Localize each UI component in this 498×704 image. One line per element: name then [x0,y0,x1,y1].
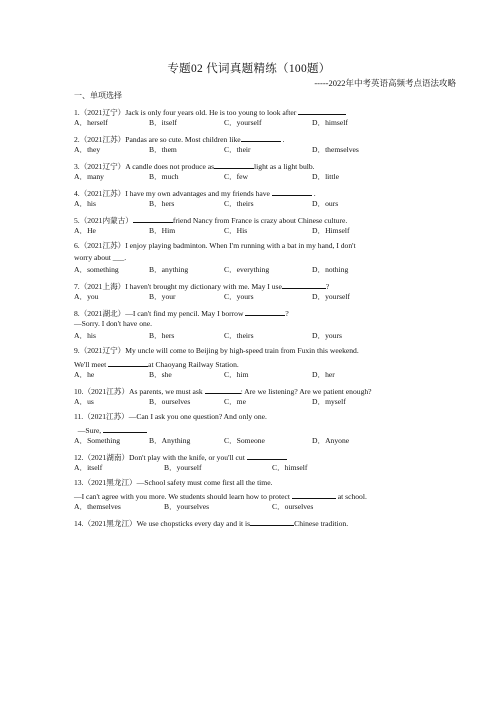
question-list [74,106,434,529]
question-4: 4.（2021江苏）I have my own advantages and my friends have . [74,189,316,198]
options-1: A．herself B．itself C．yourself D．himself [74,118,348,127]
options-6: A．something B．anything C．everything D．nothing [74,265,349,274]
question-5: 5.（2021内蒙古） friend Nancy from France is crazy about Chinese culture. [74,216,348,225]
page-subtitle: -----2022年中考英语高频考点语法攻略 [314,78,456,88]
answer-blank [103,424,147,433]
answer-blank [205,385,241,394]
question-12: 12.（2021湖南）Don't play with the knife, or you'll cut [74,451,434,463]
answer-blank [250,517,294,526]
question-9-continued: We'll meet at Chaoyang Railway Station. [74,360,239,369]
question-14: 14.（2021黑龙江）We use chopsticks every day and it is Chinese tradition. [74,519,349,528]
options-13: A．themselves B．yourselves C．ourselves [74,502,314,511]
question-2: 2.（2021江苏）Pandas are so cute. Most children like . [74,135,285,144]
options-11: A．Something B．Anything C．Someone D．Anyone [74,436,350,445]
question-6-continued: worry about ___. [74,253,127,262]
options-4: A．his B．hers C．theirs D．ours [74,199,339,208]
question-7: 7.（2021上海）I haven't brought my dictionary with me. May I use ? [74,282,330,291]
answer-blank [298,106,346,115]
answer-blank [133,214,173,223]
options-7: A．you B．your C．yours D．yourself [74,292,350,301]
question-3: 3.（2021辽宁）A candle does not produce as light as a light bulb. [74,162,315,171]
question-8-reply: —Sorry. I don't have one. [74,319,153,328]
question-1: 1.（2021辽宁）Jack is only four years old. He is too young to look after [74,106,434,118]
answer-blank [247,451,287,460]
question-13: 13.（2021黑龙江）—School safety must come first all the time. [74,478,273,487]
answer-blank [272,187,312,196]
question-11-reply: —Sure, [74,424,434,436]
options-9: A．he B．she C．him D．her [74,370,335,379]
answer-blank [282,280,326,289]
question-6: 6.（2021江苏）I enjoy playing badminton. When I'm running with a bat in my hand, I don't [74,241,356,250]
question-9: 9.（2021辽宁）My uncle will come to Beijing by high-speed train from Fuxin this weekend. [74,346,359,355]
answer-blank [214,160,254,169]
answer-blank [292,490,336,499]
options-10: A．us B．ourselves C．me D．myself [74,397,346,406]
options-3: A．many B．much C．few D．little [74,172,339,181]
answer-blank [108,358,148,367]
options-5: A．He B．Him C．His D．Himself [74,226,350,235]
question-10: 10.（2021江苏）As parents, we must ask : Are we listening? Are we patient enough? [74,387,372,396]
answer-blank [241,133,281,142]
question-8: 8.（2021湖北）—I can't find my pencil. May I borrow ? [74,309,289,318]
options-2: A．they B．them C．their D．themselves [74,145,359,154]
options-8: A．his B．hers C．theirs D．yours [74,331,342,340]
options-12: A．itself B．yourself C．himself [74,463,308,472]
question-13-reply: —I can't agree with you more. We students should learn how to protect at school. [74,492,367,501]
page-title: 专题02 代词真题精练（100题） [167,63,331,75]
question-11: 11.（2021江苏）—Can I ask you one question? And only one. [74,412,267,421]
section-heading: 一、单项选择 [74,91,122,100]
answer-blank [245,307,285,316]
